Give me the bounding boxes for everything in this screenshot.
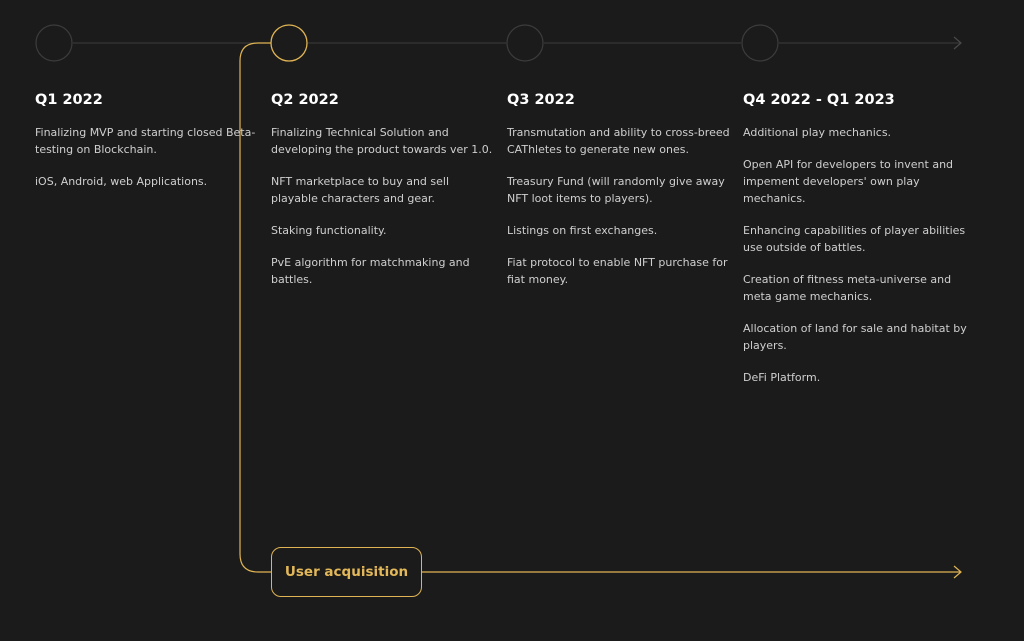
phase-item: Finalizing MVP and starting closed Beta-testing on Blockchain.	[35, 126, 256, 156]
user-acquisition-button[interactable]	[271, 547, 422, 597]
phase-item: PvE algorithm for matchmaking and battles.	[271, 256, 470, 286]
phase-item: Open API for developers to invent and impement developers' own play mechanics.	[743, 158, 954, 205]
phase-item: Treasury Fund (will randomly give away NFT loot items to players).	[507, 175, 725, 205]
phase-title: Q3 2022	[507, 92, 575, 108]
phase-item: DeFi Platform.	[743, 371, 821, 384]
phase-column-q1	[35, 90, 260, 205]
phase-item: Transmutation and ability to cross-breed CAThletes to generate new ones.	[507, 126, 730, 156]
milestone-marker-q2-active	[271, 25, 307, 61]
phase-item: Fiat protocol to enable NFT purchase for fiat money.	[507, 256, 728, 286]
phase-item: Staking functionality.	[271, 224, 387, 237]
phase-item: Enhancing capabilities of player abilities use outside of battles.	[743, 224, 966, 254]
phase-column-q3	[507, 90, 732, 303]
phase-item: Listings on first exchanges.	[507, 224, 658, 237]
phase-item: Finalizing Technical Solution and developing the product towards ver 1.0.	[271, 126, 493, 156]
phase-title: Q2 2022	[271, 92, 339, 108]
milestone-marker-q1	[36, 25, 72, 61]
phase-item: iOS, Android, web Applications.	[35, 175, 208, 188]
phase-title: Q1 2022	[35, 92, 103, 108]
phase-title: Q4 2022 - Q1 2023	[743, 92, 895, 108]
phase-item: NFT marketplace to buy and sell playable characters and gear.	[271, 175, 450, 205]
milestone-marker-q3	[507, 25, 543, 61]
phase-column-q2	[271, 90, 496, 303]
user-acquisition-label: User acquisition	[284, 564, 409, 580]
phase-column-q4	[743, 90, 968, 401]
milestone-marker-q4	[742, 25, 778, 61]
phase-item: Additional play mechanics.	[743, 126, 892, 139]
phase-item: Allocation of land for sale and habitat by players.	[743, 322, 967, 352]
phase-item: Creation of fitness meta-universe and meta game mechanics.	[743, 273, 952, 303]
